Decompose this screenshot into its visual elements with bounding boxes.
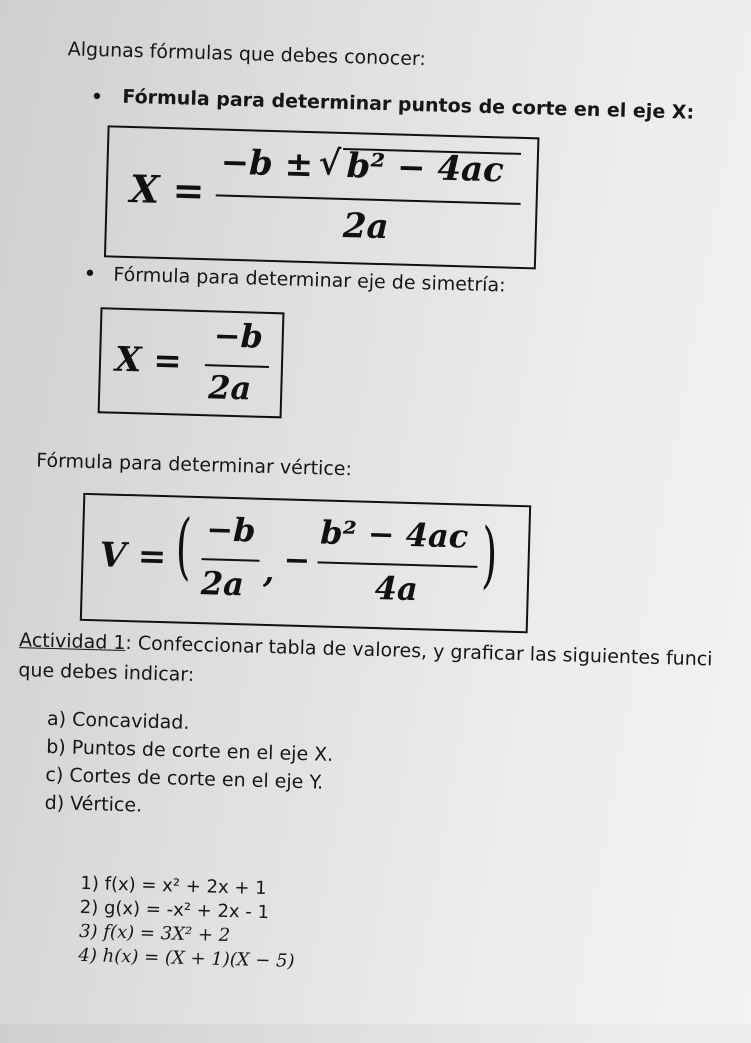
vertex-denominator-2: 4a xyxy=(374,569,419,609)
vertex-numerator-1: −b xyxy=(205,510,257,550)
sqrt-symbol: √ xyxy=(318,143,342,184)
vertex-comma: , xyxy=(262,551,275,591)
section-label-quadratic: Fórmula para determinar puntos de corte en el eje X: xyxy=(122,85,695,124)
bullet-2: • xyxy=(83,261,97,288)
quadratic-lhs: X = xyxy=(129,166,206,214)
activity-item-b: b) Puntos de corte en el eje X. xyxy=(45,735,334,766)
section-label-symmetry: Fórmula para determinar eje de simetría: xyxy=(113,263,506,297)
vertex-numerator-2: b² − 4ac xyxy=(319,513,469,556)
vertex-fraction-bar-1 xyxy=(202,558,260,562)
quadratic-radicand: b² − 4ac xyxy=(346,146,505,191)
activity-item-a: a) Concavidad. xyxy=(46,707,190,734)
vertex-close-paren: ) xyxy=(480,511,499,597)
intro-title: Algunas fórmulas que debes conocer: xyxy=(67,38,427,71)
quadratic-formula-box xyxy=(104,125,540,269)
vertex-open-paren: ( xyxy=(174,503,193,588)
vertex-minus: − xyxy=(283,540,311,580)
symmetry-denominator: 2a xyxy=(207,368,252,408)
quadratic-denominator: 2a xyxy=(342,205,390,248)
activity-line-2: que debes indicar: xyxy=(18,659,195,686)
symmetry-lhs: X = xyxy=(114,339,183,382)
vertex-fraction-bar-2 xyxy=(317,561,477,567)
quadratic-numerator-left: −b ± xyxy=(220,142,314,186)
symmetry-formula-box xyxy=(98,307,285,418)
activity-heading: Actividad 1 xyxy=(18,629,126,655)
function-3: 3) f(x) = 3X² + 2 xyxy=(78,920,231,947)
activity-item-d: d) Vértice. xyxy=(44,791,143,817)
function-2: 2) g(x) = -x² + 2x - 1 xyxy=(79,896,270,924)
vertex-formula-box xyxy=(80,493,531,633)
function-1: 1) f(x) = x² + 2x + 1 xyxy=(80,872,267,900)
activity-item-c: c) Cortes de corte en el eje Y. xyxy=(45,763,324,794)
vertex-denominator-1: 2a xyxy=(200,564,245,604)
quadratic-fraction-bar xyxy=(216,194,521,205)
vertex-lhs: V = xyxy=(99,535,167,578)
symmetry-numerator: −b xyxy=(213,316,264,356)
section-label-vertex: Fórmula para determinar vértice: xyxy=(35,449,353,481)
symmetry-fraction-bar xyxy=(205,364,269,368)
function-4: 4) h(x) = (X + 1)(X − 5) xyxy=(78,944,295,972)
activity-text: : Confeccionar tabla de valores, y graficar las siguientes funci xyxy=(125,632,713,671)
bullet-1: • xyxy=(90,84,104,111)
